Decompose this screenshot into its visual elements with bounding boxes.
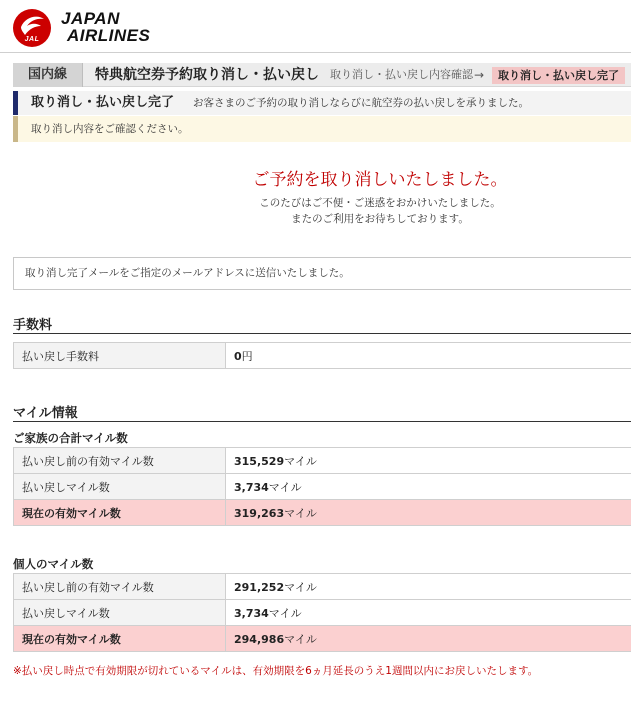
table-row [14,626,631,652]
mail-notice-text: 取り消し完了メールをご指定のメールアドレスに送信いたしました。 [25,267,350,279]
personal-refund-label: 払い戻しマイル数 [14,600,226,626]
logo-mark-text: JAL [24,36,40,43]
crane-logo-icon [13,9,51,47]
family-current-cell [226,500,631,526]
family-refund-cell [226,474,631,500]
personal-before-label: 払い戻し前の有効マイル数 [14,574,226,600]
family-current-unit: マイル [284,506,317,520]
family-before-unit: マイル [284,454,317,468]
status-title: 取り消し・払い戻し完了 [31,95,175,110]
thanks-line: またのご利用をお待ちしております。 [291,213,469,225]
personal-miles-table [13,573,631,652]
family-miles-table [13,447,631,526]
personal-current-unit: マイル [284,632,317,646]
family-refund-unit: マイル [268,480,302,494]
personal-current-cell [226,626,631,652]
logo-wordmark [61,10,150,44]
step-complete: 取り消し・払い戻し完了 [492,67,625,84]
fee-label: 払い戻し手数料 [14,343,226,369]
personal-before-unit: マイル [284,580,317,594]
table-row [14,500,631,526]
mail-notice-box [13,257,631,290]
miles-divider [13,421,631,422]
fees-heading: 手数料 [13,318,53,333]
table-row [14,343,631,369]
fee-value: 0 [234,349,242,363]
step-arrow-icon: → [474,68,485,82]
personal-miles-heading: 個人のマイル数 [13,557,94,571]
family-current-value: 319,263 [234,506,285,520]
domestic-tag: 国内線 [13,63,83,87]
personal-current-label: 現在の有効マイル数 [14,626,226,652]
personal-refund-value: 3,734 [234,606,269,620]
status-message: お客さまのご予約の取り消しならびに航空券の払い戻しを承りました。 [193,97,529,109]
personal-before-cell [226,574,631,600]
family-miles-heading: ご家族の合計マイル数 [13,431,128,445]
table-row [14,574,631,600]
apology-line: このたびはご不便・ご迷惑をおかけいたしました。 [259,197,501,209]
family-refund-label: 払い戻しマイル数 [14,474,226,500]
page-title: 特典航空券予約取り消し・払い戻し [95,67,319,83]
personal-before-value: 291,252 [234,580,285,594]
table-row [14,600,631,626]
family-refund-value: 3,734 [234,480,269,494]
header-divider [0,52,631,53]
page-titlebar [13,63,631,87]
fee-value-cell [226,343,631,369]
status-bar [13,91,631,115]
personal-refund-unit: マイル [268,606,302,620]
personal-refund-cell [226,600,631,626]
fees-table [13,342,631,369]
table-row [14,474,631,500]
family-current-label: 現在の有効マイル数 [14,500,226,526]
family-before-cell [226,448,631,474]
expiry-footnote: ※払い戻し時点で有効期限が切れているマイルは、有効期限を6ヵ月延長のうえ1週間以内にお戻しいたします。 [13,665,539,677]
fees-divider [13,333,631,334]
table-row [14,448,631,474]
step-confirm: 取り消し・払い戻し内容確認 [330,68,473,81]
family-before-value: 315,529 [234,454,285,468]
confirm-notice [13,116,631,142]
logo-line2: AIRLINES [67,26,151,45]
cancel-heading: ご予約を取り消しいたしました。 [252,170,508,190]
confirm-notice-text: 取り消し内容をご確認ください。 [31,123,189,135]
fee-unit: 円 [241,349,253,363]
miles-heading: マイル情報 [13,406,78,421]
family-before-label: 払い戻し前の有効マイル数 [14,448,226,474]
logo-line1: JAPAN [61,9,120,28]
jal-logo[interactable] [13,9,183,49]
personal-current-value: 294,986 [234,632,285,646]
